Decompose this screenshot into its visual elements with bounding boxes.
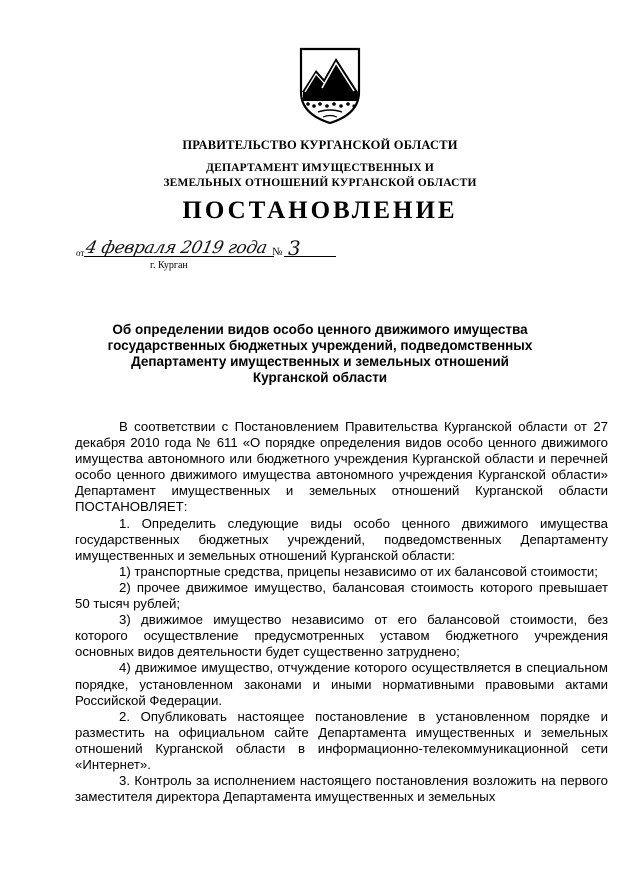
coat-of-arms-icon <box>298 46 362 126</box>
document-body <box>75 419 608 805</box>
paragraph-preamble: В соответствии с Постановлением Правительства Курганской области от 27 декабря 2010 года № 611 «О порядке определения видов особо ценного движимого имущества автономного или бюджетного учреждения Курганской области и перечней особо ценного движимого имущества автономного учреждения Курганской области» Департамент имущественных и земельных отношений Курганской области ПОСТАНОВЛЯЕТ: <box>75 419 608 515</box>
government-name: ПРАВИТЕЛЬСТВО КУРГАНСКОЙ ОБЛАСТИ <box>182 138 458 152</box>
date-underline <box>84 256 274 257</box>
department-name-line1: ДЕПАРТАМЕНТ ИМУЩЕСТВЕННЫХ И <box>206 162 434 174</box>
date-prefix: от <box>76 248 85 258</box>
number-prefix: № <box>272 246 283 258</box>
paragraph-subitem-4: 4) движимое имущество, отчуждение которого осуществляется в специальном порядке, установленном законами и иными нормативными правовыми актами Российской Федерации. <box>75 660 608 708</box>
paragraph-subitem-1: 1) транспортные средства, прицепы независимо от их балансовой стоимости; <box>119 563 598 579</box>
paragraph-subitem-3: 3) движимое имущество независимо от его балансовой стоимости, без которого осуществление предусмотренных уставом бюджетного учреждения основных видов деятельности будет существенно затруднено; <box>75 612 608 660</box>
handwritten-number: 3 <box>288 236 301 260</box>
department-name-line2: ЗЕМЕЛЬНЫХ ОТНОШЕНИЙ КУРГАНСКОЙ ОБЛАСТИ <box>163 177 477 189</box>
paragraph-item-1: 1. Определить следующие виды особо ценного движимого имущества государственных бюджетных учреждений, подведомственных Департаменту имущественных и земельных отношений Курганской области: <box>75 515 608 563</box>
number-underline <box>284 256 336 257</box>
handwritten-date: 4 февраля 2019 года <box>83 238 269 258</box>
paragraph-item-2: 2. Опубликовать настоящее постановление в установленном порядке и разместить на официальном сайте Департамента имущественных и земельных отношений Курганской области в информационно-телекоммуникационной сети «Интернет». <box>75 708 608 772</box>
document-title: Об определении видов особо ценного движимого имущества государственных бюджетных учреждений, подведомственных Департаменту имущественных и земельных отношений Курганской области <box>107 322 533 385</box>
city-name: г. Курган <box>150 260 188 271</box>
paragraph-subitem-2: 2) прочее движимое имущество, балансовая стоимость которого превышает 50 тысяч рублей; <box>75 579 608 612</box>
document-type: ПОСТАНОВЛЕНИЕ <box>182 197 458 224</box>
date-number-block <box>76 236 356 280</box>
paragraph-item-3: 3. Контроль за исполнением настоящего постановления возложить на первого заместителя директора Департамента имущественных и земельных <box>75 773 608 805</box>
